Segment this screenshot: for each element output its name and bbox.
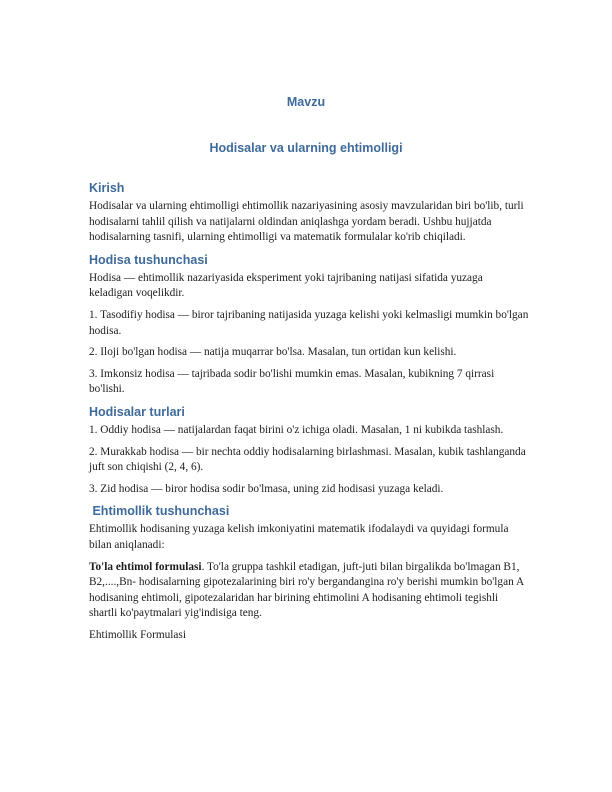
list-item: 1. Oddiy hodisa — natijalardan faqat birini o'z ichiga oladi. Masalan, 1 ni kubikda tashlash. [89,423,504,436]
section-hodisa-tushunchasi [89,252,529,398]
section-hodisalar-turlari [89,404,529,497]
paragraph: Hodisalar va ularning ehtimolligi ehtimollik nazariyasining asosiy mavzularidan biri bo'lib, turli hodisalarni tahlil qilish va natijalarni oldindan aniqlashga yordam beradi. Ushbu hujjatda hodisalarning tasnifi, ularning ehtimolligi va matematik formulalar ko'rib chiqiladi. [89,200,524,244]
section-heading: Kirish [89,181,125,195]
list-item: 2. Murakkab hodisa — bir nechta oddiy hodisalarning birlashmasi. Masalan, kubik tashlanganda juft son chiqishi (2, 4, 6). [89,445,526,474]
section-kirish [89,180,529,246]
paragraph: Ehtimollik hodisaning yuzaga kelish imkoniyatini matematik ifodalaydi va quyidagi formula bilan aniqlanadi: [89,523,509,551]
paragraph: Hodisa — ehtimollik nazariyasida eksperiment yoki tajribaning natijasi sifatida yuzaga keladigan voqelikdir. [89,271,483,300]
section-heading: Hodisalar turlari [89,404,185,419]
section-heading: Hodisa tushunchasi [89,252,208,267]
document-body [89,180,529,649]
list-item: 3. Zid hodisa — biror hodisa sodir bo'lmasa, uning zid hodisasi yuzaga keladi. [89,482,444,495]
formula-paragraph [89,560,529,622]
document-title: Mavzu [286,95,326,109]
list-item: 1. Tasodifiy hodisa — biror tajribaning natijasida yuzaga kelishi yoki kelmasligi mumkin bo'lgan hodisa. [89,308,529,337]
document-subtitle: Hodisalar va ularning ehtimolligi [209,141,403,155]
section-heading: Ehtimollik tushunchasi [89,504,230,519]
list-item: 3. Imkonsiz hodisa — tajribada sodir bo'lishi mumkin emas. Masalan, kubikning 7 qirrasi bo'lishi. [89,367,495,396]
closing-line: Ehtimollik Formulasi [89,628,186,641]
formula-term: To'la ehtimol formulasi [89,560,202,573]
section-ehtimollik-tushunchasi [89,503,529,643]
list-item: 2. Iloji bo'lgan hodisa — natija muqarrar bo'lsa. Masalan, tun ortidan kun kelishi. [89,346,457,359]
formula-text: . To'la gruppa tashkil etadigan, juft-juti bilan birgalikda bo'lmagan B1, B2,....,Bn- hodisalarning gipotezalarining biri ro'y bergandangina ro'y berishi mumkin bo'lgan A hodisaning ehtimoli, gipotezalaridan har birining ehtimolini A hodisaning ehtimoli tegishli shartli ko'paytmalari yig'indisiga teng. [89,560,524,620]
